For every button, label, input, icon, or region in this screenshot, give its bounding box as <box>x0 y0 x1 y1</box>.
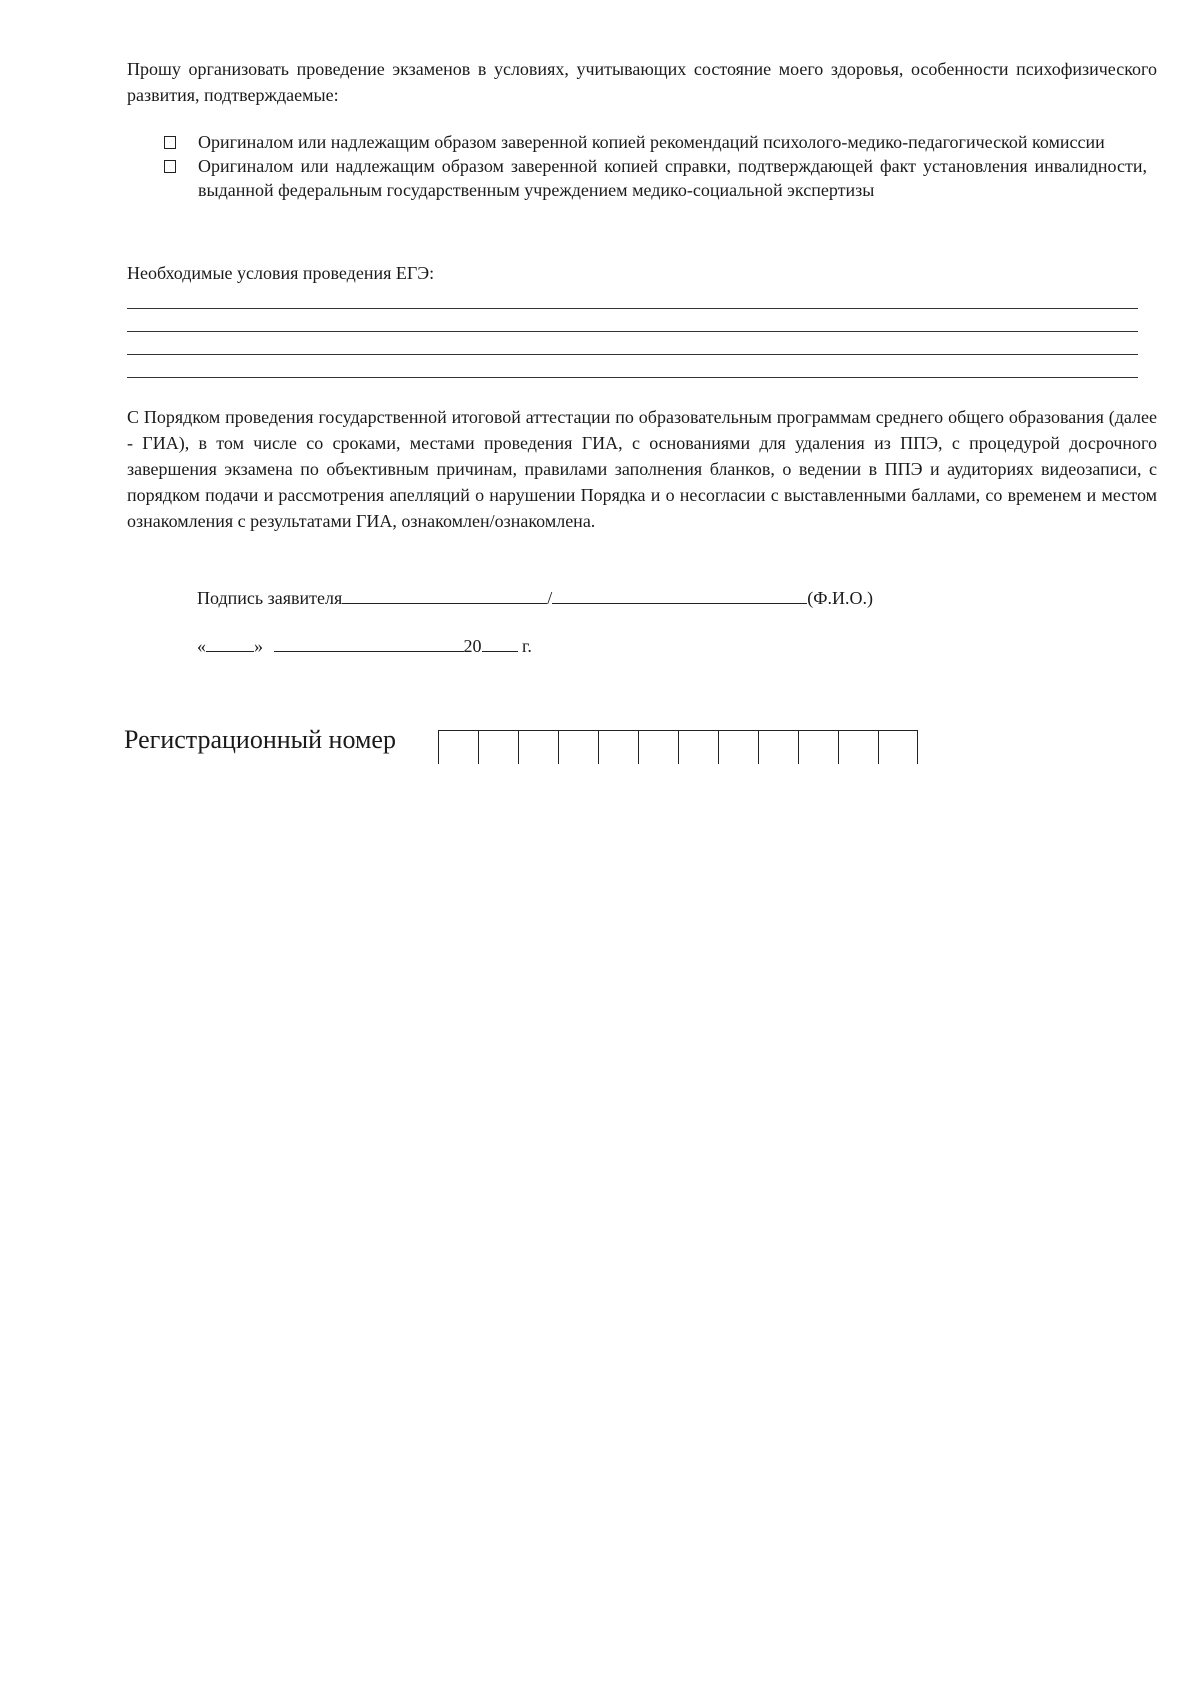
option-label: Оригиналом или надлежащим образом заверенной копией рекомендаций психолого-медико-педагогической комиссии <box>198 132 1105 152</box>
registration-cell[interactable] <box>798 730 838 764</box>
registration-cell[interactable] <box>838 730 878 764</box>
registration-number-cells <box>438 730 918 766</box>
date-open-quote: « <box>197 636 206 656</box>
registration-cell[interactable] <box>758 730 798 764</box>
year-field[interactable] <box>482 633 518 652</box>
month-field[interactable] <box>274 633 464 652</box>
checkbox-disability[interactable] <box>164 160 176 173</box>
signature-field[interactable] <box>342 585 547 604</box>
registration-cell[interactable] <box>518 730 558 764</box>
conditions-line-3[interactable] <box>127 354 1138 355</box>
option-label: Оригиналом или надлежащим образом заверенной копией справки, подтверждающей факт установления инвалидности, выданной федеральным государственным учреждением медико-социальной экспертизы <box>198 156 1147 200</box>
day-field[interactable] <box>206 633 254 652</box>
date-row <box>197 633 532 658</box>
rules-acknowledgement: С Порядком проведения государственной итоговой аттестации по образовательным программам среднего общего образования (далее - ГИА), в том числе со сроками, местами проведения ГИА, с основаниями для удаления из ППЭ, с процедурой досрочного завершения экзамена по объективным причинам, правилами заполнения бланков, о ведении в ППЭ и аудиториях видеозаписи, с порядком подачи и рассмотрения апелляций о нарушении Порядка и о несогласии с выставленными баллами, со временем и местом ознакомления с результатами ГИА, ознакомлен/ознакомлена. <box>127 407 1157 531</box>
registration-cell[interactable] <box>598 730 638 764</box>
year-prefix: 20 <box>463 636 482 656</box>
registration-cell[interactable] <box>878 730 918 764</box>
signature-separator: / <box>547 588 553 608</box>
checkbox-pmpk[interactable] <box>164 136 176 149</box>
registration-cell[interactable] <box>438 730 478 764</box>
conditions-line-2[interactable] <box>127 331 1138 332</box>
registration-cell[interactable] <box>638 730 678 764</box>
conditions-line-4[interactable] <box>127 377 1138 378</box>
option-pmpk-recommendation <box>162 130 1147 154</box>
conditions-label: Необходимые условия проведения ЕГЭ: <box>127 263 435 283</box>
fio-label: (Ф.И.О.) <box>807 588 873 608</box>
fio-field[interactable] <box>552 585 807 604</box>
registration-cell[interactable] <box>558 730 598 764</box>
year-suffix: г. <box>522 636 532 656</box>
registration-cell[interactable] <box>478 730 518 764</box>
conditions-line-1[interactable] <box>127 308 1138 309</box>
signature-label: Подпись заявителя <box>197 588 343 608</box>
intro-paragraph: Прошу организовать проведение экзаменов в условиях, учитывающих состояние моего здоровья, особенности психофизического развития, подтверждаемые: <box>127 59 1157 105</box>
option-disability-certificate <box>162 154 1147 202</box>
registration-cell[interactable] <box>678 730 718 764</box>
signature-row <box>197 585 873 610</box>
confirmation-options <box>162 130 1147 202</box>
registration-cell[interactable] <box>718 730 758 764</box>
registration-number-label: Регистрационный номер <box>124 725 396 754</box>
date-close-quote: » <box>254 636 263 656</box>
